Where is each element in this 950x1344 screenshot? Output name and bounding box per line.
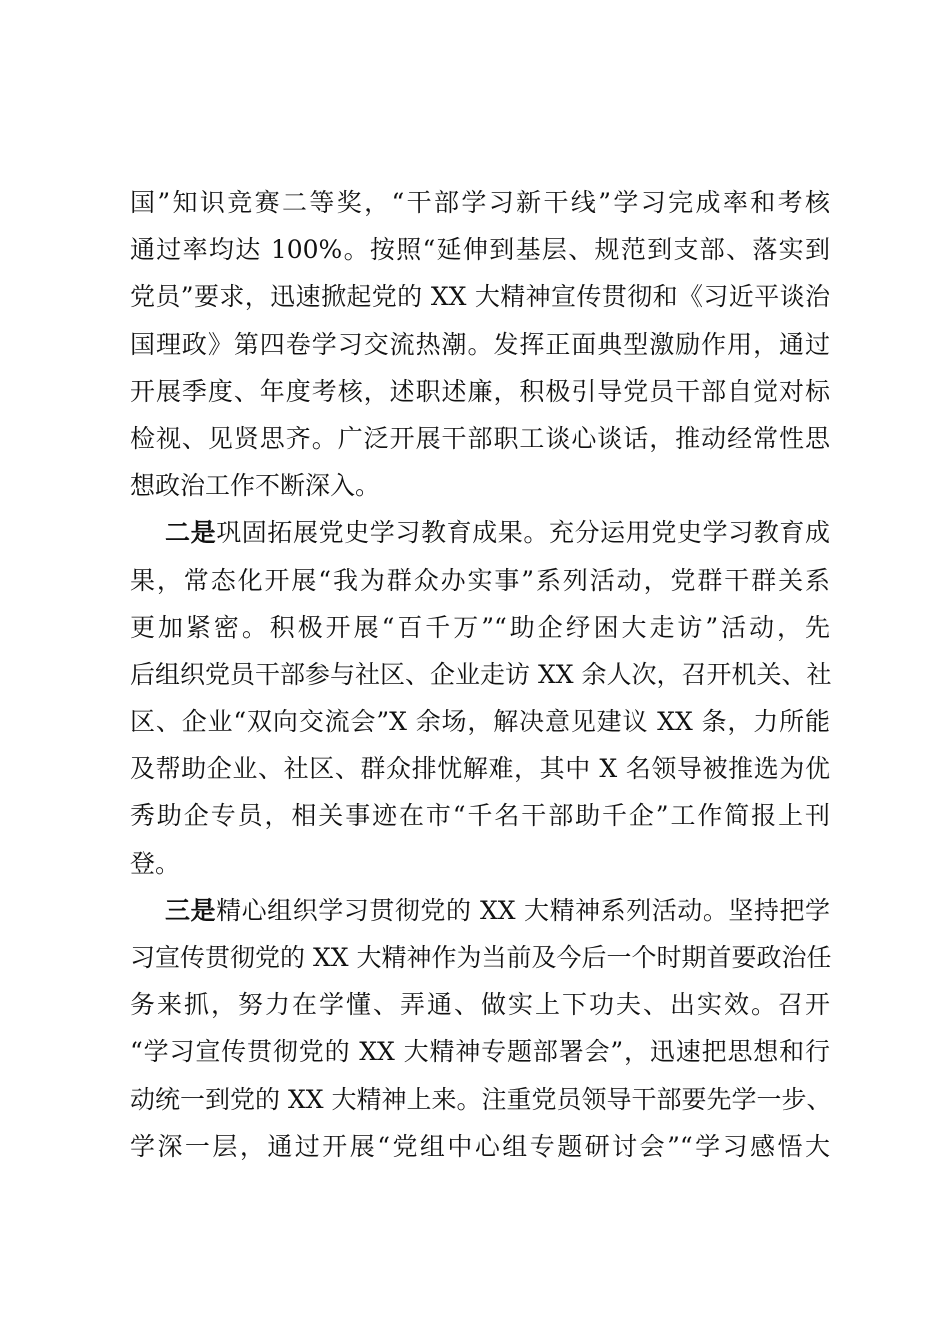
paragraph-first-text: 精心组织学习贯彻党的 XX 大精神系列活动。坚持把学 bbox=[216, 895, 830, 925]
text-line: 国理政》第四卷学习交流热潮。发挥正面典型激励作用，通过 bbox=[130, 329, 830, 359]
text-line: 及帮助企业、社区、群众排忧解难，其中 X 名领导被推选为优 bbox=[130, 754, 830, 784]
text-line: 秀助企专员，相关事迹在市“千名干部助千企”工作简报上刊 bbox=[130, 801, 830, 831]
paragraph-first-line bbox=[130, 887, 830, 934]
text-line: 务来抓，努力在学懂、弄通、做实上下功夫、出实效。召开 bbox=[130, 990, 830, 1020]
paragraph-first-text: 巩固拓展党史学习教育成果。充分运用党史学习教育成 bbox=[216, 518, 830, 548]
text-line: “学习宣传贯彻党的 XX 大精神专题部署会”，迅速把思想和行 bbox=[130, 1037, 830, 1067]
text-line: 党员”要求，迅速掀起党的 XX 大精神宣传贯彻和《习近平谈治 bbox=[130, 282, 830, 312]
text-line: 检视、见贤思齐。广泛开展干部职工谈心谈话，推动经常性思 bbox=[130, 423, 830, 453]
text-line: 国”知识竞赛二等奖，“干部学习新干线”学习完成率和考核 bbox=[130, 188, 830, 217]
text-line: 动统一到党的 XX 大精神上来。注重党员领导干部要先学一步、 bbox=[130, 1084, 832, 1114]
paragraph-lead: 三是 bbox=[165, 895, 217, 925]
text-line: 更加紧密。积极开展“百千万”“助企纾困大走访”活动，先 bbox=[130, 612, 830, 642]
text-line: 想政治工作不断深入。 bbox=[130, 471, 381, 501]
paragraph-lead: 二是 bbox=[165, 518, 217, 548]
text-line: 开展季度、年度考核，述职述廉，积极引导党员干部自觉对标 bbox=[130, 376, 830, 406]
text-line: 学深一层，通过开展“党组中心组专题研讨会”“学习感悟大 bbox=[130, 1131, 830, 1161]
paragraph-first-line bbox=[130, 509, 830, 556]
text-line: 登。 bbox=[130, 848, 181, 878]
text-line: 果，常态化开展“我为群众办实事”系列活动，党群干群关系 bbox=[130, 565, 830, 595]
text-line: 后组织党员干部参与社区、企业走访 XX 余人次，召开机关、社 bbox=[130, 659, 832, 689]
text-line: 区、企业“双向交流会”X 余场，解决意见建议 XX 条，力所能 bbox=[130, 707, 830, 737]
text-line: 习宣传贯彻党的 XX 大精神作为当前及今后一个时期首要政治任 bbox=[130, 943, 832, 972]
text-line: 通过率均达 100%。按照“延伸到基层、规范到支部、落实到 bbox=[130, 235, 830, 265]
document-body bbox=[130, 179, 830, 1170]
